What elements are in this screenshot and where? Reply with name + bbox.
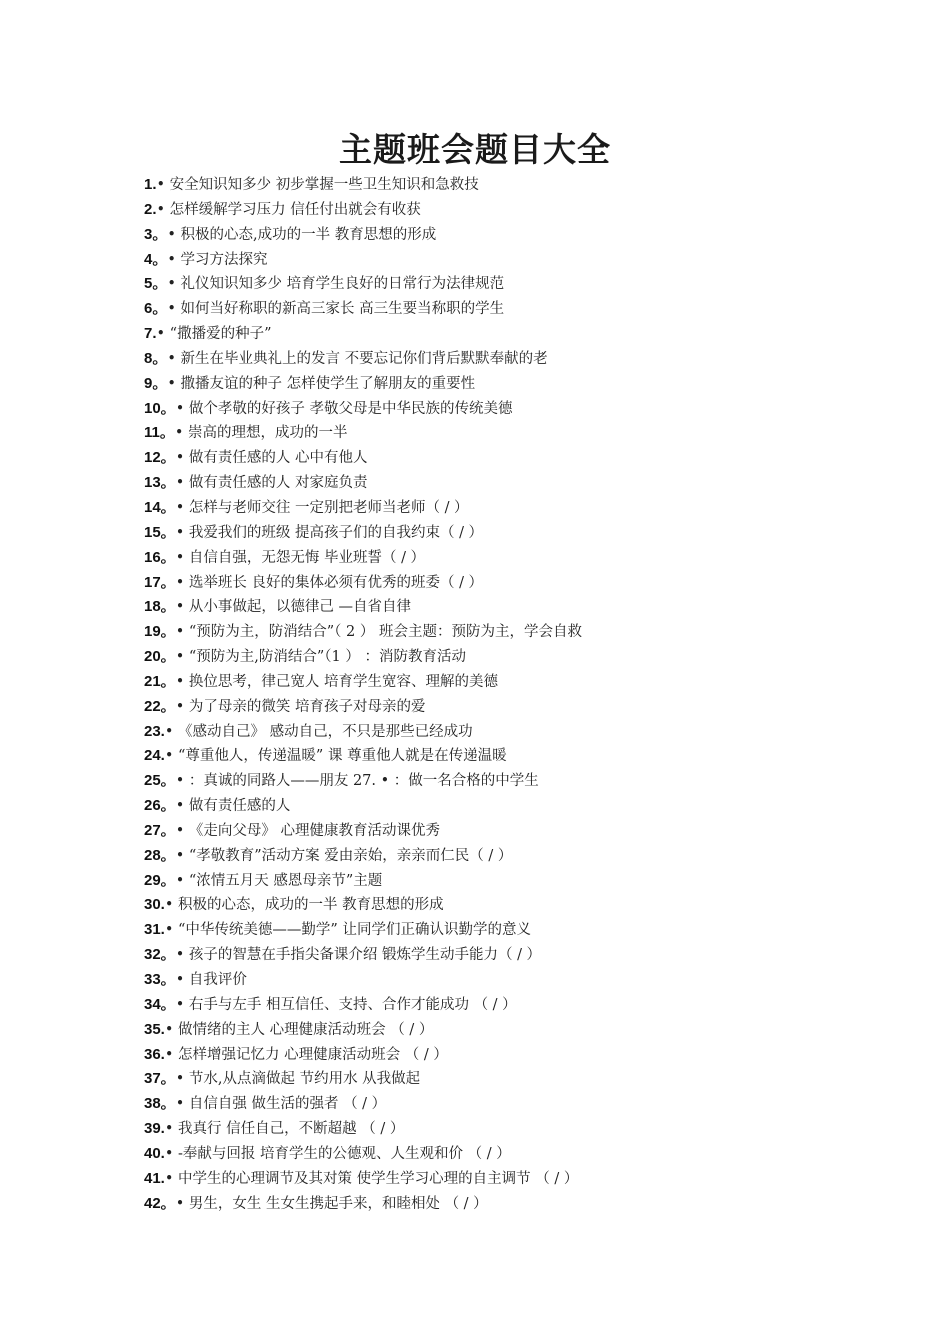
item-number: 5。 xyxy=(144,275,168,293)
list-item xyxy=(144,1092,904,1117)
item-number: 4。 xyxy=(144,250,168,268)
item-text: • “浓情五月天 感恩母亲节”主题 xyxy=(175,872,383,889)
list-item xyxy=(144,248,904,273)
list-item xyxy=(144,272,904,297)
list-item xyxy=(144,1018,904,1043)
list-item xyxy=(144,720,904,745)
item-number: 18。 xyxy=(144,598,176,616)
list-item xyxy=(144,844,904,869)
item-number: 36. xyxy=(144,1045,165,1063)
item-text: • 做个孝敬的好孩子 孝敬父母是中华民族的传统美德 xyxy=(175,400,513,417)
item-number: 25。 xyxy=(144,772,176,790)
item-text: • 新生在毕业典礼上的发言 不要忘记你们背后默默奉献的老 xyxy=(167,350,548,367)
list-item xyxy=(144,347,904,372)
item-text: • 我爱我们的班级 提高孩子们的自我约束（ / ） xyxy=(175,524,484,541)
list-item xyxy=(144,869,904,894)
item-text: • “中华传统美德——勤学” 让同学们正确认识勤学的意义 xyxy=(164,922,531,939)
item-text: • 崇高的理想，成功的一半 xyxy=(174,425,348,442)
item-number: 33。 xyxy=(144,971,176,988)
item-number: 10。 xyxy=(144,399,176,417)
item-text: • 做有责任感的人 心中有他人 xyxy=(175,450,368,467)
list-item xyxy=(144,173,904,198)
item-number: 17。 xyxy=(144,573,176,591)
item-number: 31. xyxy=(144,921,165,939)
item-number: 9。 xyxy=(144,374,168,392)
item-number: 29。 xyxy=(144,871,176,889)
list-item xyxy=(144,297,904,322)
item-text: • 换位思考，律己宽人 培育学生宽容、理解的美德 xyxy=(175,673,498,690)
item-text: • 节水,从点滴做起 节约用水 从我做起 xyxy=(175,1071,421,1088)
list-item xyxy=(144,769,904,794)
item-text: • 孩子的智慧在手指尖备课介绍 锻炼学生动手能力（ / ） xyxy=(175,947,542,964)
list-item xyxy=(144,1067,904,1092)
list-item xyxy=(144,993,904,1018)
item-text: • “预防为主,防消结合”（1 ） ：消防教育活动 xyxy=(175,649,466,666)
list-item xyxy=(144,918,904,943)
item-number: 32。 xyxy=(144,946,176,964)
item-text: • 《走向父母》 心理健康教育活动课优秀 xyxy=(175,822,440,839)
item-number: 13。 xyxy=(144,474,176,492)
list-item xyxy=(144,968,904,993)
item-number: 19。 xyxy=(144,623,176,641)
item-text: • 怎样缓解学习压力 信任付出就会有收获 xyxy=(156,201,421,218)
item-text: • “撒播爱的种子” xyxy=(156,326,272,343)
item-text: • 我真行 信任自己，不断超越 （ / ） xyxy=(164,1121,405,1138)
list-item xyxy=(144,595,904,620)
list-item xyxy=(144,198,904,223)
item-text: • “孝敬教育”活动方案 爱由亲始，亲亲而仁民（ / ） xyxy=(175,847,513,864)
item-number: 24. xyxy=(144,747,165,765)
item-text: • 自信自强，无怨无悔 毕业班誓（ / ） xyxy=(175,549,426,566)
list-item xyxy=(144,943,904,968)
list-item xyxy=(144,571,904,596)
list-item xyxy=(144,670,904,695)
item-number: 7. xyxy=(144,325,157,343)
list-item xyxy=(144,397,904,422)
item-number: 20。 xyxy=(144,648,176,666)
item-text: • 右手与左手 相互信任、支持、合作才能成功 （ / ） xyxy=(175,996,517,1013)
item-number: 1. xyxy=(144,176,157,193)
item-number: 15。 xyxy=(144,523,176,541)
item-text: • 学习方法探究 xyxy=(167,251,268,268)
list-item xyxy=(144,546,904,571)
item-number: 16。 xyxy=(144,548,176,566)
item-number: 11。 xyxy=(144,424,175,442)
list-item xyxy=(144,1043,904,1068)
list-item xyxy=(144,893,904,918)
item-text: • “预防为主，防消结合”（ 2 ） 班会主题：预防为主，学会自救 xyxy=(175,624,582,641)
list-item xyxy=(144,496,904,521)
list-item xyxy=(144,521,904,546)
item-text: • 积极的心态，成功的一半 教育思想的形成 xyxy=(164,897,444,914)
item-text: • “尊重他人，传递温暖” 课 尊重他人就是在传递温暖 xyxy=(164,748,507,765)
item-text: • 积极的心态,成功的一半 教育思想的形成 xyxy=(167,226,437,243)
item-number: 34。 xyxy=(144,995,176,1013)
document-title: 主题班会题目大全 xyxy=(339,130,611,169)
list-item xyxy=(144,1167,904,1192)
item-text: • 从小事做起，以德律己 —自省自律 xyxy=(175,599,411,616)
item-number: 8。 xyxy=(144,349,168,367)
item-text: • 怎样与老师交往 一定别把老师当老师（ / ） xyxy=(175,499,469,516)
list-item xyxy=(144,620,904,645)
list-item xyxy=(144,695,904,720)
item-number: 12。 xyxy=(144,449,176,467)
list-item xyxy=(144,471,904,496)
list-item xyxy=(144,1117,904,1142)
item-number: 35. xyxy=(144,1020,165,1038)
list-item xyxy=(144,322,904,347)
item-number: 27。 xyxy=(144,821,176,839)
item-number: 28。 xyxy=(144,846,176,864)
list-item xyxy=(144,744,904,769)
item-number: 6。 xyxy=(144,300,168,318)
item-text: • ：真诚的同路人——朋友 27. • ：做一名合格的中学生 xyxy=(175,773,539,790)
item-text: • 男生，女生 生女生携起手来，和睦相处 （ / ） xyxy=(175,1195,488,1212)
list-item xyxy=(144,446,904,471)
item-number: 22。 xyxy=(144,697,176,715)
topic-list xyxy=(144,173,904,1216)
item-text: • 为了母亲的微笑 培育孩子对母亲的爱 xyxy=(175,698,426,715)
item-number: 3。 xyxy=(144,225,168,243)
item-text: • 自信自强 做生活的强者 （ / ） xyxy=(175,1096,387,1113)
item-text: • 《感动自己》 感动自己，不只是那些已经成功 xyxy=(164,723,473,740)
item-number: 14。 xyxy=(144,498,176,516)
item-number: 40. xyxy=(144,1144,165,1162)
list-item xyxy=(144,794,904,819)
item-text: • -奉献与回报 培育学生的公德观、人生观和价 （ / ） xyxy=(164,1145,511,1162)
list-item xyxy=(144,1192,904,1217)
item-number: 21。 xyxy=(144,672,176,690)
list-item xyxy=(144,372,904,397)
item-text: • 做有责任感的人 对家庭负责 xyxy=(175,475,368,492)
item-text: • 礼仪知识知多少 培育学生良好的日常行为法律规范 xyxy=(167,276,505,293)
item-text: • 如何当好称职的新高三家长 高三生要当称职的学生 xyxy=(167,301,505,318)
item-number: 37。 xyxy=(144,1070,176,1088)
item-number: 39. xyxy=(144,1120,165,1138)
item-text: • 撒播友谊的种子 怎样使学生了解朋友的重要性 xyxy=(167,375,476,392)
item-text: • 怎样增强记忆力 心理健康活动班会 （ / ） xyxy=(164,1046,448,1063)
item-text: • 选举班长 良好的集体必须有优秀的班委（ / ） xyxy=(175,574,484,591)
item-number: 42。 xyxy=(144,1194,176,1212)
item-number: 23. xyxy=(144,722,165,740)
list-item xyxy=(144,421,904,446)
list-item xyxy=(144,1142,904,1167)
item-number: 30. xyxy=(144,896,165,914)
item-number: 38。 xyxy=(144,1095,176,1113)
item-text: • 自我评价 xyxy=(175,972,247,988)
item-text: • 做有责任感的人 xyxy=(175,798,291,815)
item-text: • 中学生的心理调节及其对策 使学生学习心理的自主调节 （ / ） xyxy=(164,1170,579,1187)
item-text: • 做情绪的主人 心理健康活动班会 （ / ） xyxy=(164,1021,434,1038)
list-item xyxy=(144,223,904,248)
item-number: 41. xyxy=(144,1169,165,1187)
item-number: 26。 xyxy=(144,797,176,815)
list-item xyxy=(144,645,904,670)
item-number: 2. xyxy=(144,200,157,218)
item-text: • 安全知识知多少 初步掌握一些卫生知识和急救技 xyxy=(156,177,479,193)
list-item xyxy=(144,819,904,844)
